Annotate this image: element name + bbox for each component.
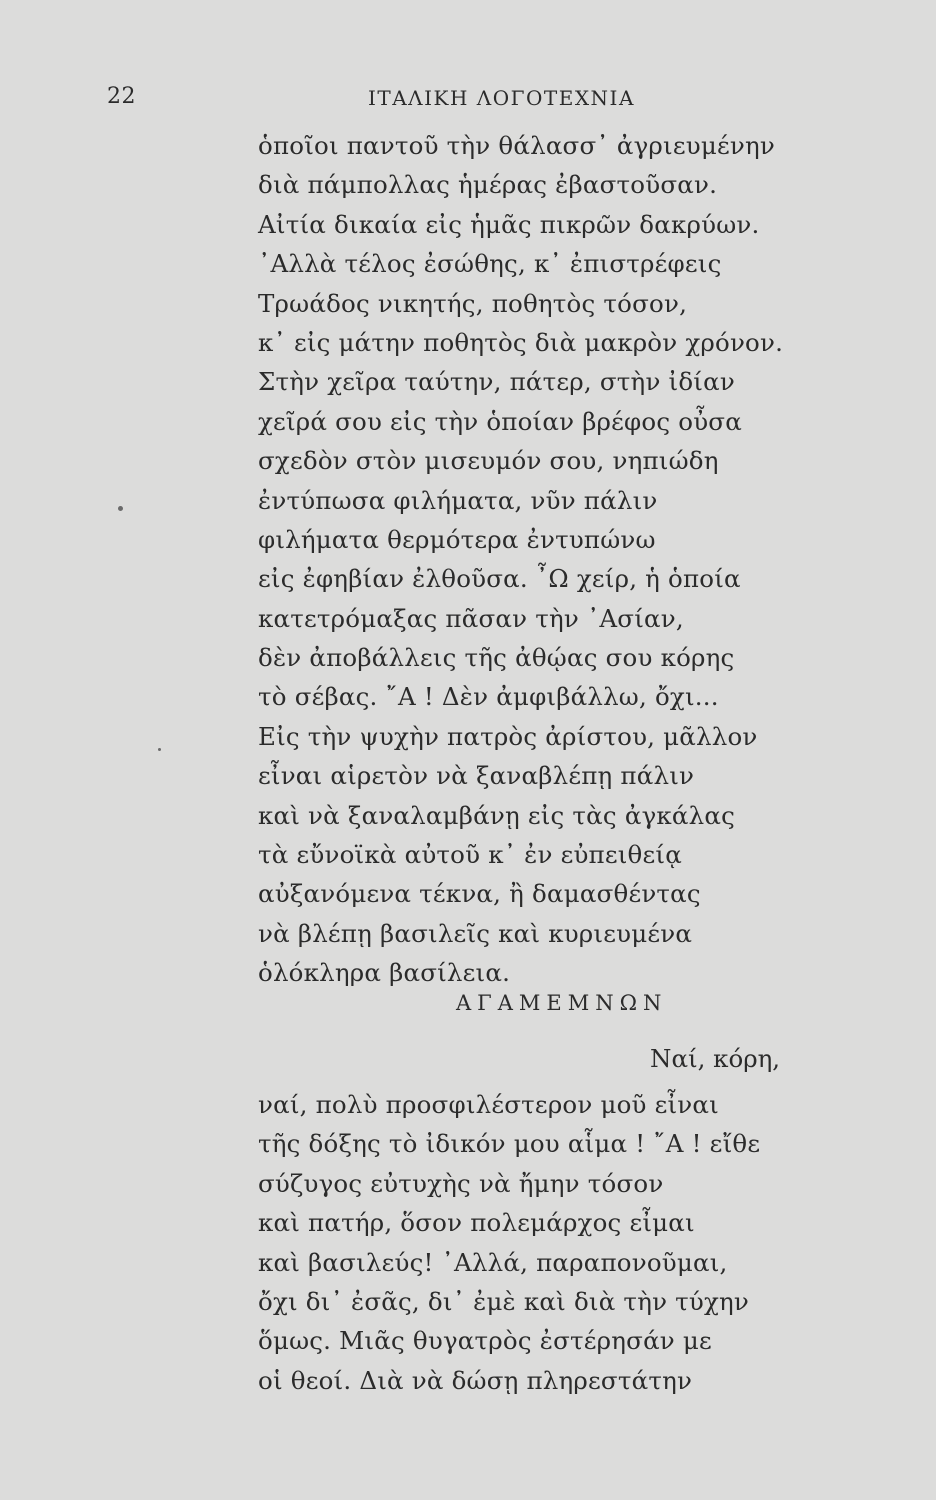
verse-line: κ᾽ εἰς μάτην ποθητὸς διὰ μακρὸν χρόνον. (258, 327, 784, 357)
verse-line: σχεδὸν στὸν μισευμόν σου, νηπιώδη (258, 446, 719, 476)
verse-line: ὅμως. Μιᾶς θυγατρὸς ἐστέρησάν με (258, 1326, 712, 1356)
verse-line: Αἰτία δικαία εἰς ἡμᾶς πικρῶν δακρύων. (258, 209, 760, 239)
verse-line: ᾽Αλλὰ τέλος ἐσώθης, κ᾽ ἐπιστρέφεις (258, 249, 722, 279)
verse-line: ἐντύπωσα φιλήματα, νῦν πάλιν (258, 485, 658, 515)
verse-line: τῆς δόξης τὸ ἰδικόν μου αἷμα ! ῎Α ! εἴθε (258, 1129, 761, 1159)
verse-line: διὰ πάμπολλας ἡμέρας ἐβαστοῦσαν. (258, 170, 718, 200)
verse-line: ὄχι δι᾽ ἐσᾶς, δι᾽ ἐμὲ καὶ διὰ τὴν τύχην (258, 1286, 750, 1316)
speech-opening: Ναί, κόρη, (650, 1044, 781, 1073)
running-header: ΙΤΑΛΙΚΗ ΛΟΓΟΤΕΧΝΙΑ (368, 86, 635, 110)
verse-line: νὰ βλέπῃ βασιλεῖς καὶ κυριευμένα (258, 918, 693, 948)
verse-line: καὶ βασιλεύς! ᾽Αλλά, παραπονοῦμαι, (258, 1247, 728, 1277)
verse-line: φιλήματα θερμότερα ἐντυπώνω (258, 524, 656, 554)
verse-line: καὶ πατήρ, ὅσον πολεμάρχος εἶμαι (258, 1208, 695, 1238)
verse-line: Τρωάδος νικητής, ποθητὸς τόσον, (258, 288, 688, 318)
verse-line: εἶναι αἱρετὸν νὰ ξαναβλέπῃ πάλιν (258, 761, 695, 791)
verse-line: Εἰς τὴν ψυχὴν πατρὸς ἀρίστου, μᾶλλον (258, 721, 758, 751)
verse-line: ναί, πολὺ προσφιλέστερον μοῦ εἶναι (258, 1090, 719, 1119)
verse-block-2 (258, 1085, 760, 1400)
verse-line: σύζυγος εὐτυχὴς νὰ ἤμην τόσον (258, 1168, 664, 1198)
speaker-name: ΑΓΑΜΕΜΝΩΝ (456, 991, 668, 1015)
ink-speck (118, 506, 123, 511)
verse-line: οἱ θεοί. Διὰ νὰ δώσῃ πληρεστάτην (258, 1365, 693, 1395)
verse-line: καὶ νὰ ξαναλαμβάνῃ εἰς τὰς ἀγκάλας (258, 800, 736, 830)
verse-block-1 (258, 126, 783, 993)
verse-line: δὲν ἀποβάλλεις τῆς ἀθῴας σου κόρης (258, 643, 735, 673)
ink-speck (158, 748, 161, 751)
verse-line: αὐξανόμενα τέκνα, ἢ δαμασθέντας (258, 879, 701, 909)
page-number: 22 (107, 84, 136, 109)
verse-line: τὰ εὔνοϊκὰ αὐτοῦ κ᾽ ἐν εὐπειθείᾳ (258, 840, 682, 870)
verse-line: ὁλόκληρα βασίλεια. (258, 958, 511, 988)
verse-line: Στὴν χεῖρα ταύτην, πάτερ, στὴν ἰδίαν (258, 367, 735, 397)
verse-line: χεῖρά σου εἰς τὴν ὁποίαν βρέφος οὖσα (258, 406, 742, 436)
verse-line: κατετρόμαξας πᾶσαν τὴν ᾽Ασίαν, (258, 603, 684, 633)
verse-line: τὸ σέβας. ῎Α ! Δὲν ἀμφιβάλλω, ὄχι... (258, 682, 719, 712)
verse-line: ὁποῖοι παντοῦ τὴν θάλασσ᾽ ἀγριευμένην (258, 131, 775, 160)
verse-line: εἰς ἐφηβίαν ἐλθοῦσα. ῏Ω χείρ, ἡ ὁποία (258, 564, 741, 594)
